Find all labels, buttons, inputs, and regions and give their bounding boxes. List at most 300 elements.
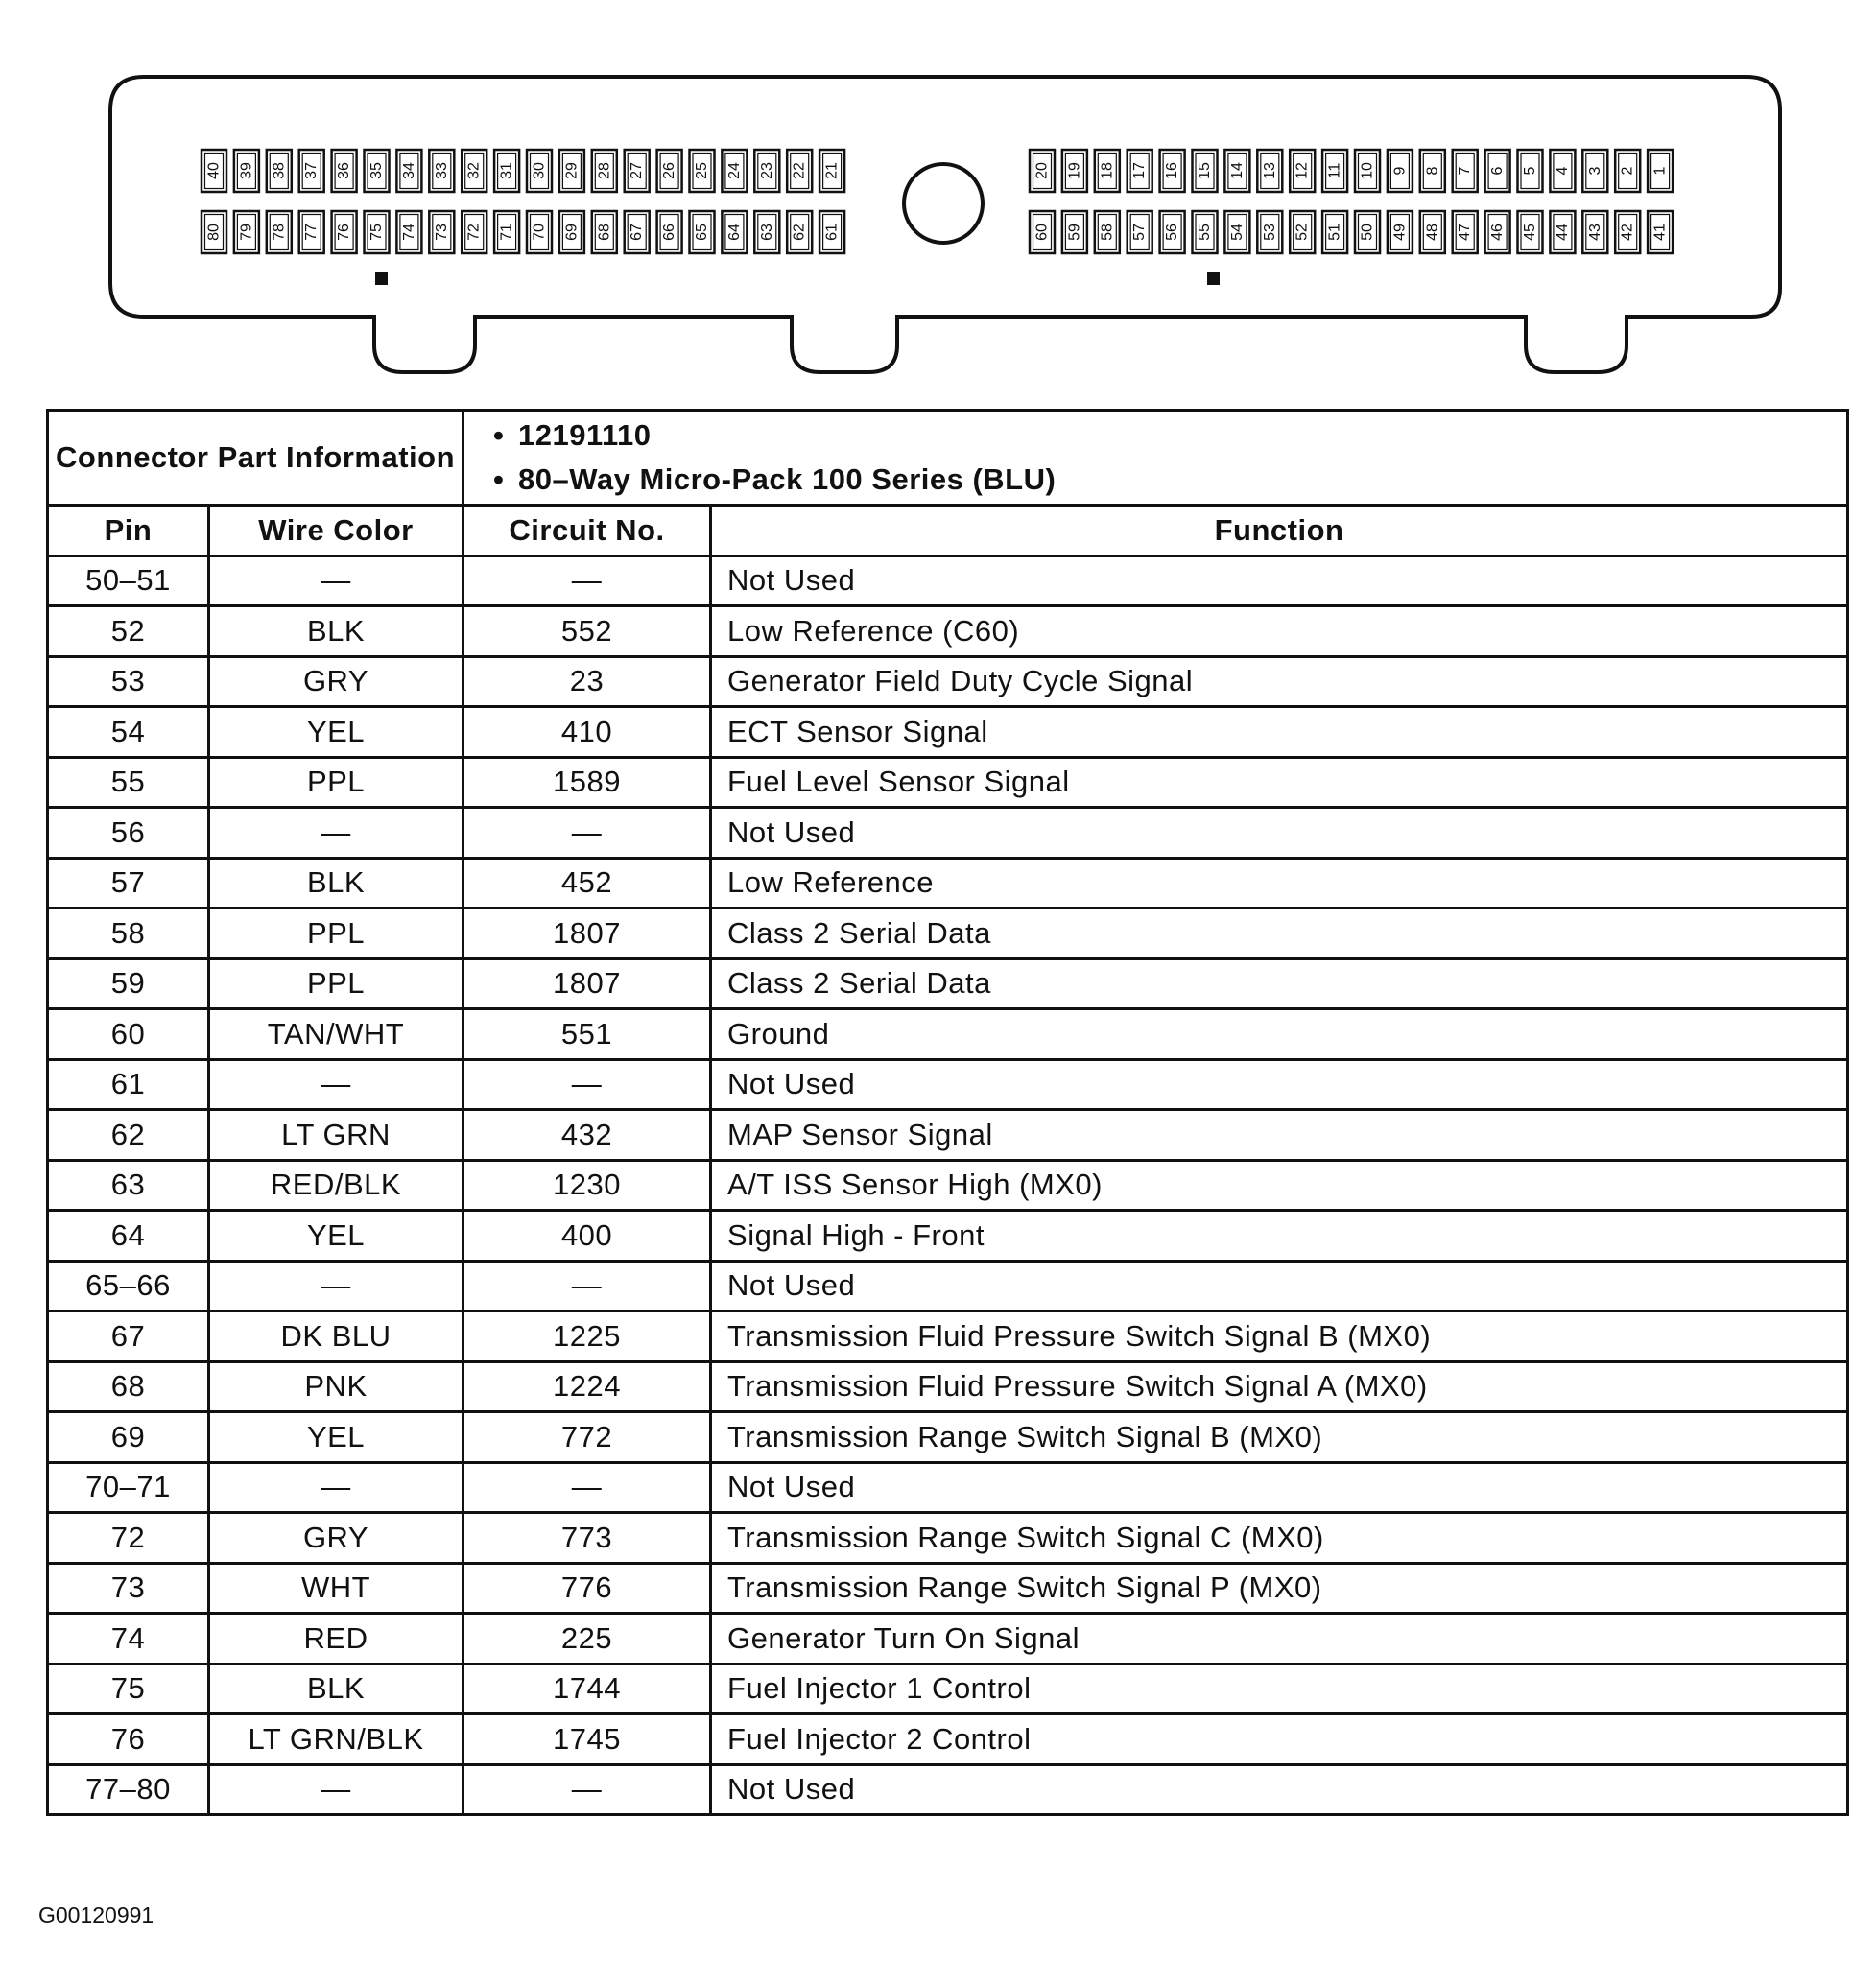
pin-cavity: [1355, 211, 1380, 253]
pin-cavity: [1224, 150, 1249, 192]
function-cell: Generator Field Duty Cycle Signal: [711, 656, 1848, 707]
function-cell: Not Used: [711, 808, 1848, 859]
pin-number-label: 34: [400, 162, 417, 179]
circuit-no-cell: 432: [463, 1110, 711, 1161]
pin-number-label: 46: [1489, 224, 1507, 241]
wire-color-cell: BLK: [209, 1664, 463, 1714]
connector-pinout-table: [46, 409, 1849, 1816]
pin-cell: 56: [48, 808, 209, 859]
pin-number-label: 3: [1586, 166, 1603, 176]
pin-cavity: [462, 150, 487, 192]
pin-cavity: [625, 150, 650, 192]
table-row: [48, 1361, 1848, 1412]
bullet-icon: •: [493, 462, 505, 496]
pin-cavity: [625, 211, 650, 253]
pin-number-label: 79: [238, 224, 255, 241]
pin-cavity: [1648, 150, 1673, 192]
pin-cavity: [1518, 150, 1543, 192]
header-wire-color: Wire Color: [209, 506, 463, 556]
pin-cavity: [332, 211, 357, 253]
pin-number-label: 54: [1228, 224, 1246, 241]
wire-color-cell: —: [209, 1764, 463, 1815]
pin-number-label: 68: [596, 224, 613, 241]
pin-cell: 68: [48, 1361, 209, 1412]
pin-number-label: 18: [1099, 162, 1116, 179]
table-row: [48, 1110, 1848, 1161]
pin-cavity: [1550, 150, 1575, 192]
pin-cavity: [754, 150, 779, 192]
pin-number-label: 77: [303, 224, 321, 241]
table-row: [48, 606, 1848, 657]
part-number-line: [493, 413, 1846, 458]
function-cell: Transmission Range Switch Signal B (MX0): [711, 1412, 1848, 1463]
table-row: [48, 1714, 1848, 1765]
wire-color-cell: YEL: [209, 1412, 463, 1463]
wire-color-cell: PNK: [209, 1361, 463, 1412]
wire-color-cell: RED/BLK: [209, 1160, 463, 1211]
wire-color-cell: PPL: [209, 958, 463, 1009]
pin-number-label: 27: [629, 162, 646, 179]
keying-hole: [904, 164, 983, 243]
pin-80-marker: [375, 272, 388, 285]
wire-color-cell: GRY: [209, 1513, 463, 1564]
table-row: [48, 555, 1848, 606]
pin-cavity: [722, 211, 747, 253]
pin-cavity: [1224, 211, 1249, 253]
pin-number-label: 30: [531, 162, 548, 179]
pin-cavity: [429, 150, 454, 192]
pin-cavity: [1095, 211, 1120, 253]
function-cell: Fuel Level Sensor Signal: [711, 757, 1848, 808]
table-row: [48, 1462, 1848, 1513]
pin-number-label: 10: [1359, 162, 1376, 179]
pin-cell: 54: [48, 707, 209, 758]
pin-number-label: 14: [1228, 162, 1246, 179]
pin-number-label: 75: [368, 224, 385, 241]
pin-cavity: [559, 150, 584, 192]
table-row: [48, 858, 1848, 909]
function-cell: A/T ISS Sensor High (MX0): [711, 1160, 1848, 1211]
pin-number-label: 16: [1164, 162, 1181, 179]
pin-cell: 75: [48, 1664, 209, 1714]
pin-number-label: 74: [400, 224, 417, 241]
function-cell: Not Used: [711, 1764, 1848, 1815]
pin-cavity: [202, 211, 226, 253]
pin-cavity: [1582, 211, 1607, 253]
circuit-no-cell: 776: [463, 1563, 711, 1614]
pin-cavity: [1128, 211, 1152, 253]
pin-number-label: 58: [1099, 224, 1116, 241]
table-row: [48, 1261, 1848, 1311]
table-row: [48, 1513, 1848, 1564]
circuit-no-cell: 1807: [463, 958, 711, 1009]
pin-number-label: 61: [823, 224, 841, 241]
pin-cavity: [1550, 211, 1575, 253]
pin-cavity: [1453, 211, 1478, 253]
circuit-no-cell: 1224: [463, 1361, 711, 1412]
function-cell: Class 2 Serial Data: [711, 958, 1848, 1009]
pin-cavity: [1062, 150, 1087, 192]
pin-cavity: [332, 150, 357, 192]
table-row: [48, 958, 1848, 1009]
wire-color-cell: TAN/WHT: [209, 1009, 463, 1060]
pin-cell: 69: [48, 1412, 209, 1463]
pin-cell: 53: [48, 656, 209, 707]
pin-number-label: 48: [1424, 224, 1441, 241]
wire-color-cell: —: [209, 1261, 463, 1311]
pin-cavity: [267, 150, 292, 192]
circuit-no-cell: 773: [463, 1513, 711, 1564]
connector-part-info-label: Connector Part Information: [48, 411, 463, 506]
pin-number-label: 67: [629, 224, 646, 241]
pin-number-label: 49: [1391, 224, 1409, 241]
pin-number-label: 69: [563, 224, 581, 241]
pin-cavity: [1485, 211, 1510, 253]
wire-color-cell: PPL: [209, 909, 463, 959]
pin-number-label: 65: [694, 224, 710, 241]
pin-number-label: 57: [1131, 224, 1149, 241]
pin-number-label: 32: [465, 162, 483, 179]
pin-number-label: 43: [1586, 224, 1603, 241]
function-cell: Transmission Range Switch Signal P (MX0): [711, 1563, 1848, 1614]
pin-cavity: [559, 211, 584, 253]
pin-cavity: [1128, 150, 1152, 192]
pin-number-label: 1: [1651, 166, 1669, 176]
pin-cavity: [819, 150, 844, 192]
pin-cavity: [1355, 150, 1380, 192]
table-row: [48, 1664, 1848, 1714]
table-row: [48, 1412, 1848, 1463]
wire-color-cell: PPL: [209, 757, 463, 808]
pin-cavity: [690, 211, 715, 253]
pin-cavity: [819, 211, 844, 253]
circuit-no-cell: —: [463, 1261, 711, 1311]
pin-cavity: [299, 211, 324, 253]
pin-cell: 57: [48, 858, 209, 909]
pin-cavity: [1030, 211, 1055, 253]
pin-number-label: 45: [1522, 224, 1538, 241]
pin-number-label: 23: [758, 162, 775, 179]
table-row: [48, 1764, 1848, 1815]
table-row: [48, 1009, 1848, 1060]
pin-number-label: 39: [238, 162, 255, 179]
circuit-no-cell: —: [463, 1059, 711, 1110]
pin-cell: 70–71: [48, 1462, 209, 1513]
table-row: [48, 909, 1848, 959]
pin-number-label: 80: [205, 224, 223, 241]
pin-number-label: 24: [725, 162, 743, 179]
pin-cavity: [234, 150, 259, 192]
pin-cavity: [429, 211, 454, 253]
header-function: Function: [711, 506, 1848, 556]
function-cell: Class 2 Serial Data: [711, 909, 1848, 959]
pin-cavity: [527, 150, 552, 192]
wire-color-cell: DK BLU: [209, 1311, 463, 1362]
pin-number-label: 71: [498, 224, 515, 241]
connector-part-info-values: [463, 411, 1848, 506]
pin-cavity: [1257, 150, 1282, 192]
wire-color-cell: GRY: [209, 656, 463, 707]
pin-number-label: 7: [1457, 166, 1474, 176]
pin-cell: 63: [48, 1160, 209, 1211]
pin-number-label: 78: [271, 224, 288, 241]
pin-cavity: [1322, 211, 1347, 253]
pin-number-label: 38: [271, 162, 288, 179]
connector-face-diagram: [0, 0, 1876, 403]
circuit-no-cell: 1225: [463, 1311, 711, 1362]
circuit-no-cell: 225: [463, 1614, 711, 1665]
pin-cavity: [787, 211, 812, 253]
pin-cavity: [787, 150, 812, 192]
pin-number-label: 50: [1359, 224, 1376, 241]
function-cell: Transmission Range Switch Signal C (MX0): [711, 1513, 1848, 1564]
pin-cavity: [722, 150, 747, 192]
pin-cavity: [527, 211, 552, 253]
pin-number-label: 6: [1489, 166, 1507, 176]
table-row: [48, 757, 1848, 808]
wire-color-cell: —: [209, 808, 463, 859]
circuit-no-cell: 772: [463, 1412, 711, 1463]
pin-60-marker: [1207, 272, 1220, 285]
circuit-no-cell: —: [463, 1764, 711, 1815]
pin-number-label: 40: [205, 162, 223, 179]
function-cell: Low Reference: [711, 858, 1848, 909]
pin-number-label: 19: [1066, 162, 1083, 179]
pin-cavity: [1193, 211, 1218, 253]
pin-cavity: [1160, 150, 1185, 192]
pin-cavity: [1193, 150, 1218, 192]
wire-color-cell: —: [209, 555, 463, 606]
function-cell: ECT Sensor Signal: [711, 707, 1848, 758]
pin-cavity: [1420, 211, 1445, 253]
pin-cavity: [1290, 211, 1315, 253]
pin-number-label: 8: [1424, 166, 1441, 176]
pin-cavity: [267, 211, 292, 253]
function-cell: Generator Turn On Signal: [711, 1614, 1848, 1665]
figure-id: G00120991: [38, 1902, 154, 1927]
pin-number-label: 13: [1261, 162, 1278, 179]
pin-number-label: 62: [791, 224, 808, 241]
pin-cavity: [592, 150, 617, 192]
pin-cavity: [1582, 150, 1607, 192]
pin-number-label: 15: [1197, 162, 1213, 179]
pin-number-label: 17: [1131, 162, 1149, 179]
pin-number-label: 51: [1326, 224, 1343, 241]
function-cell: Signal High - Front: [711, 1211, 1848, 1262]
function-cell: Low Reference (C60): [711, 606, 1848, 657]
pin-number-label: 47: [1457, 224, 1474, 241]
pin-number-label: 36: [336, 162, 353, 179]
connector-info-row: [48, 411, 1848, 506]
wire-color-cell: BLK: [209, 858, 463, 909]
pin-number-label: 52: [1294, 224, 1311, 241]
pin-number-label: 44: [1554, 224, 1571, 241]
pin-number-label: 28: [596, 162, 613, 179]
pin-cavity: [365, 211, 390, 253]
pin-cavity: [1290, 150, 1315, 192]
part-number: 12191110: [518, 418, 652, 452]
circuit-no-cell: 1589: [463, 757, 711, 808]
pin-cavity: [1322, 150, 1347, 192]
pin-number-label: 64: [725, 224, 743, 241]
function-cell: Not Used: [711, 1059, 1848, 1110]
table-row: [48, 1059, 1848, 1110]
pin-cavity: [657, 211, 682, 253]
pin-cavity: [234, 211, 259, 253]
pin-cavity: [1485, 150, 1510, 192]
circuit-no-cell: 551: [463, 1009, 711, 1060]
circuit-no-cell: 452: [463, 858, 711, 909]
wire-color-cell: BLK: [209, 606, 463, 657]
pin-cavity: [1453, 150, 1478, 192]
function-cell: Transmission Fluid Pressure Switch Signal B (MX0): [711, 1311, 1848, 1362]
pin-cell: 65–66: [48, 1261, 209, 1311]
pin-cavity: [1257, 211, 1282, 253]
pin-cavity: [1648, 211, 1673, 253]
pin-cavity: [1518, 211, 1543, 253]
function-cell: Not Used: [711, 555, 1848, 606]
pin-cell: 58: [48, 909, 209, 959]
pin-number-label: 11: [1326, 162, 1343, 179]
circuit-no-cell: 1807: [463, 909, 711, 959]
circuit-no-cell: 1744: [463, 1664, 711, 1714]
wire-color-cell: LT GRN/BLK: [209, 1714, 463, 1765]
function-cell: Transmission Fluid Pressure Switch Signal A (MX0): [711, 1361, 1848, 1412]
pin-number-label: 31: [498, 162, 515, 179]
pin-number-label: 76: [336, 224, 353, 241]
pin-cavity: [657, 150, 682, 192]
pin-cavity: [494, 150, 519, 192]
pin-cavity: [365, 150, 390, 192]
connector-description: 80–Way Micro-Pack 100 Series (BLU): [518, 462, 1057, 496]
pin-number-label: 9: [1391, 166, 1409, 176]
pin-cell: 64: [48, 1211, 209, 1262]
pin-number-label: 29: [563, 162, 581, 179]
pin-cell: 62: [48, 1110, 209, 1161]
pin-number-label: 5: [1522, 166, 1538, 176]
pin-cavity: [396, 150, 421, 192]
circuit-no-cell: —: [463, 1462, 711, 1513]
pin-cell: 72: [48, 1513, 209, 1564]
pin-number-label: 12: [1294, 162, 1311, 179]
pin-cavity: [592, 211, 617, 253]
pin-number-label: 4: [1554, 166, 1571, 176]
pin-cavity: [202, 150, 226, 192]
bullet-icon: •: [493, 418, 505, 452]
table-row: [48, 1211, 1848, 1262]
function-cell: Not Used: [711, 1261, 1848, 1311]
pin-number-label: 25: [694, 162, 710, 179]
pin-number-label: 53: [1261, 224, 1278, 241]
pin-cavity: [1615, 150, 1640, 192]
table-row: [48, 707, 1848, 758]
header-pin: Pin: [48, 506, 209, 556]
wire-color-cell: LT GRN: [209, 1110, 463, 1161]
circuit-no-cell: 552: [463, 606, 711, 657]
pin-cavity: [494, 211, 519, 253]
pin-number-label: 20: [1033, 162, 1051, 179]
function-cell: Not Used: [711, 1462, 1848, 1513]
pin-number-label: 59: [1066, 224, 1083, 241]
pin-cell: 77–80: [48, 1764, 209, 1815]
function-cell: Fuel Injector 2 Control: [711, 1714, 1848, 1765]
pin-number-label: 2: [1619, 166, 1636, 176]
table-row: [48, 656, 1848, 707]
circuit-no-cell: 1230: [463, 1160, 711, 1211]
function-cell: Ground: [711, 1009, 1848, 1060]
wire-color-cell: —: [209, 1059, 463, 1110]
circuit-no-cell: —: [463, 555, 711, 606]
circuit-no-cell: 1745: [463, 1714, 711, 1765]
pin-cavity: [1388, 150, 1413, 192]
pin-number-label: 35: [368, 162, 385, 179]
pin-cavity: [1420, 150, 1445, 192]
pin-number-label: 41: [1651, 224, 1669, 241]
pin-cavity: [690, 150, 715, 192]
pin-cavity: [396, 211, 421, 253]
pin-number-label: 37: [303, 162, 321, 179]
pin-cavity: [1388, 211, 1413, 253]
pin-cavity: [754, 211, 779, 253]
pin-cavity: [1095, 150, 1120, 192]
pin-number-label: 55: [1197, 224, 1213, 241]
circuit-no-cell: —: [463, 808, 711, 859]
pin-cavity: [299, 150, 324, 192]
pin-number-label: 66: [661, 224, 678, 241]
pin-cell: 76: [48, 1714, 209, 1765]
function-cell: Fuel Injector 1 Control: [711, 1664, 1848, 1714]
pin-cell: 67: [48, 1311, 209, 1362]
pin-number-label: 60: [1033, 224, 1051, 241]
circuit-no-cell: 410: [463, 707, 711, 758]
pin-number-label: 73: [433, 224, 450, 241]
circuit-no-cell: 400: [463, 1211, 711, 1262]
pin-number-label: 21: [823, 162, 841, 179]
pin-cavity: [1030, 150, 1055, 192]
pin-cavity: [462, 211, 487, 253]
pin-cell: 74: [48, 1614, 209, 1665]
wire-color-cell: WHT: [209, 1563, 463, 1614]
pin-number-label: 63: [758, 224, 775, 241]
wire-color-cell: —: [209, 1462, 463, 1513]
table-header-row: [48, 506, 1848, 556]
function-cell: MAP Sensor Signal: [711, 1110, 1848, 1161]
table-row: [48, 1614, 1848, 1665]
pin-number-label: 56: [1164, 224, 1181, 241]
pin-cavity: [1160, 211, 1185, 253]
pin-cell: 61: [48, 1059, 209, 1110]
pin-cell: 59: [48, 958, 209, 1009]
pin-cell: 73: [48, 1563, 209, 1614]
wire-color-cell: YEL: [209, 707, 463, 758]
table-row: [48, 808, 1848, 859]
pin-number-label: 70: [531, 224, 548, 241]
table-row: [48, 1160, 1848, 1211]
pin-number-label: 22: [791, 162, 808, 179]
pin-cell: 55: [48, 757, 209, 808]
pin-cavity: [1062, 211, 1087, 253]
pin-number-label: 42: [1619, 224, 1636, 241]
connector-description-line: [493, 458, 1846, 502]
circuit-no-cell: 23: [463, 656, 711, 707]
wire-color-cell: RED: [209, 1614, 463, 1665]
pin-cell: 50–51: [48, 555, 209, 606]
pin-number-label: 33: [433, 162, 450, 179]
pin-number-label: 72: [465, 224, 483, 241]
pin-cell: 52: [48, 606, 209, 657]
table-row: [48, 1311, 1848, 1362]
pin-number-label: 26: [661, 162, 678, 179]
